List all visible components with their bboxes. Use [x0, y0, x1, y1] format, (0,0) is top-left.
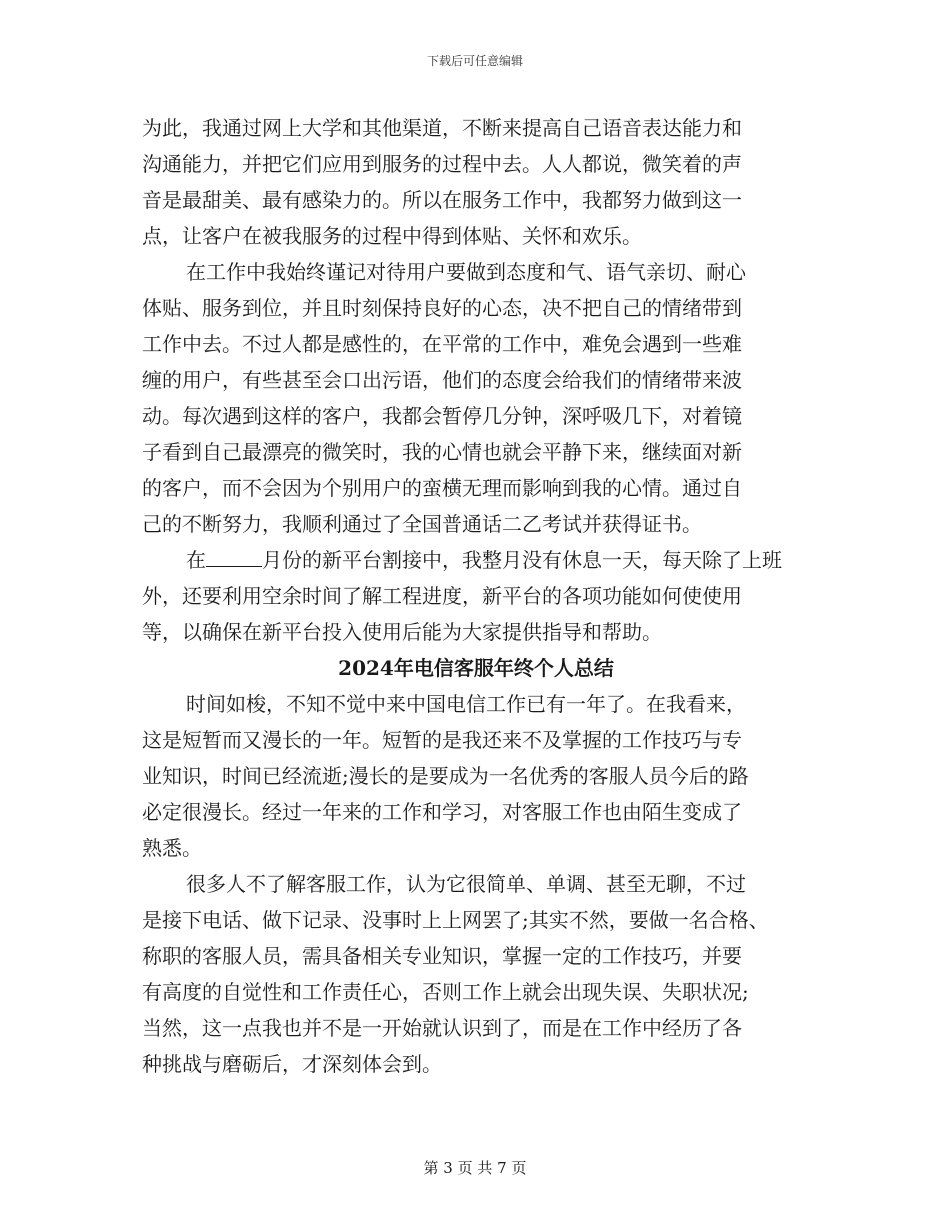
paragraph-line: 种挑战与磨砺后，才深刻体会到。 — [142, 1052, 442, 1076]
section-title: 2024年电信客服年终个人总结 — [338, 656, 614, 680]
paragraph-line: 等，以确保在新平台投入使用后能为大家提供指导和帮助。 — [142, 620, 662, 644]
paragraph-3 — [142, 542, 810, 650]
page-indicator: 第 3 页 共 7 页 — [423, 1159, 527, 1177]
paragraph-text: 在 — [186, 548, 206, 572]
paragraph-line: 外，还要利用空余时间了解工程进度，新平台的各项功能如何使使用 — [142, 584, 742, 608]
page-header-note: 下载后可任意编辑 — [426, 54, 523, 68]
paragraph-line: 子看到自己最漂亮的微笑时，我的心情也就会平静下来，继续面对新 — [142, 440, 742, 464]
paragraph-line: 工作中去。不过人都是感性的，在平常的工作中，难免会遇到一些难 — [142, 332, 742, 356]
paragraph-line: 缠的用户，有些甚至会口出污语，他们的态度会给我们的情绪带来波 — [142, 368, 742, 392]
paragraph-line: 体贴、服务到位，并且时刻保持良好的心态，决不把自己的情绪带到 — [142, 296, 742, 320]
paragraph-line: 为此，我通过网上大学和其他渠道，不断来提高自己语音表达能力和 — [142, 116, 742, 140]
paragraph-line: 熟悉。 — [142, 836, 202, 860]
paragraph-line: 很多人不了解客服工作，认为它很简单、单调、甚至无聊，不过 — [186, 872, 746, 896]
paragraph-line: 己的不断努力，我顺利通过了全国普通话二乙考试并获得证书。 — [142, 512, 702, 536]
paragraph-line: 时间如梭，不知不觉中来中国电信工作已有一年了。在我看来， — [186, 692, 746, 716]
paragraph-line: 业知识，时间已经流逝;漫长的是要成为一名优秀的客服人员今后的路 — [142, 764, 749, 788]
paragraph-line: 是接下电话、做下记录、没事时上上网罢了;其实不然，要做一名合格、 — [142, 908, 769, 932]
paragraph-5 — [142, 866, 810, 1082]
paragraph-line: 点，让客户在被我服务的过程中得到体贴、关怀和欢乐。 — [142, 224, 642, 248]
paragraph-line: 当然，这一点我也并不是一开始就认识到了，而是在工作中经历了各 — [142, 1016, 742, 1040]
paragraph-line: 必定很漫长。经过一年来的工作和学习，对客服工作也由陌生变成了 — [142, 800, 742, 824]
document-body — [142, 110, 810, 1082]
paragraph-2 — [142, 254, 810, 542]
paragraph-line: 沟通能力，并把它们应用到服务的过程中去。人人都说，微笑着的声 — [142, 152, 742, 176]
paragraph-line: 动。每次遇到这样的客户，我都会暂停几分钟，深呼吸几下，对着镜 — [142, 404, 742, 428]
paragraph-line: 音是最甜美、最有感染力的。所以在服务工作中，我都努力做到这一 — [142, 188, 742, 212]
paragraph-4 — [142, 686, 810, 866]
paragraph-line: 在工作中我始终谨记对待用户要做到态度和气、语气亲切、耐心 — [186, 260, 746, 284]
paragraph-line: 的客户，而不会因为个别用户的蛮横无理而影响到我的心情。通过自 — [142, 476, 742, 500]
paragraph-line-with-blank — [142, 542, 810, 578]
fill-in-blank — [206, 544, 262, 567]
paragraph-line: 有高度的自觉性和工作责任心，否则工作上就会出现失误、失职状况; — [142, 980, 749, 1004]
paragraph-text: 月份的新平台割接中，我整月没有休息一天，每天除了上班 — [262, 548, 782, 572]
paragraph-line: 称职的客服人员，需具备相关专业知识，掌握一定的工作技巧，并要 — [142, 944, 742, 968]
paragraph-1 — [142, 110, 810, 254]
paragraph-line: 这是短暂而又漫长的一年。短暂的是我还来不及掌握的工作技巧与专 — [142, 728, 742, 752]
